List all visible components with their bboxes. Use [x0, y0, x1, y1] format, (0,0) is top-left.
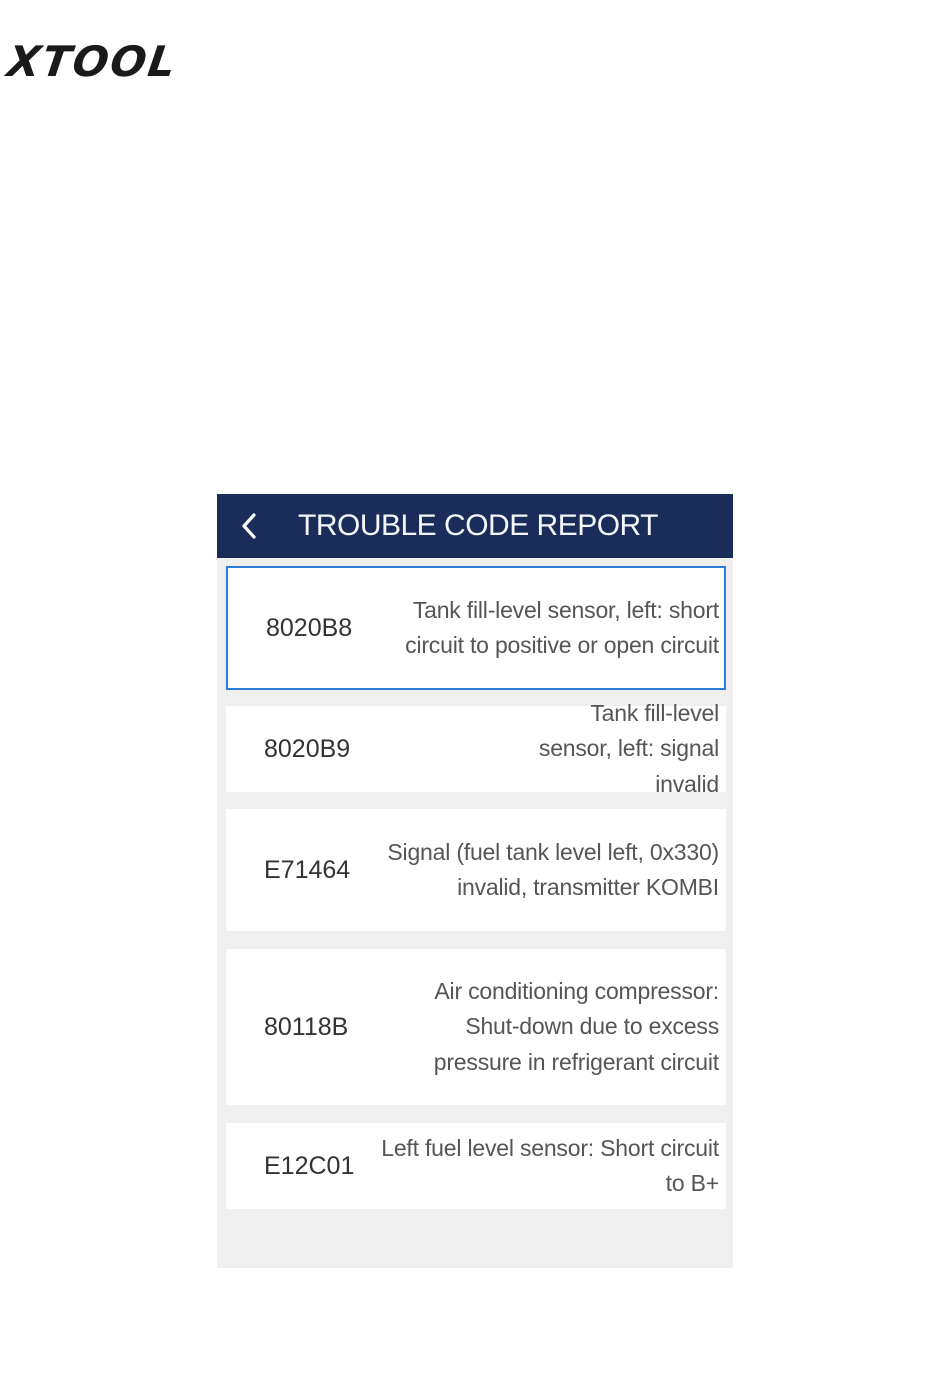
trouble-code: E71464	[264, 855, 351, 884]
page-title: TROUBLE CODE REPORT	[298, 509, 659, 542]
trouble-code-row[interactable]	[226, 566, 726, 690]
trouble-code-row[interactable]	[226, 699, 726, 797]
trouble-code-description: Left fuel level sensor: Short circuit to B+	[381, 1134, 719, 1196]
xtool-logo: XTOOL	[4, 36, 181, 86]
trouble-code-description: Air conditioning compressor: Shut-down due to excess pressure in refrigerant circuit	[433, 977, 719, 1075]
back-button[interactable]	[217, 494, 281, 558]
trouble-code-row[interactable]	[226, 1123, 726, 1209]
trouble-code-description: Signal (fuel tank level left, 0x330) invalid, transmitter KOMBI	[387, 838, 719, 900]
header-bar	[217, 494, 733, 558]
trouble-code: E12C01	[264, 1151, 355, 1180]
trouble-code-row[interactable]	[226, 809, 726, 931]
trouble-code: 8020B9	[264, 734, 351, 763]
trouble-code-row[interactable]	[226, 949, 726, 1105]
chevron-left-icon	[238, 511, 260, 541]
trouble-code: 8020B8	[266, 613, 353, 642]
trouble-code-description: Tank fill-level sensor, left: short circuit to positive or open circuit	[405, 596, 719, 658]
trouble-code-description: Tank fill-level sensor, left: signal invalid	[538, 699, 719, 797]
app-screen	[217, 494, 733, 1268]
trouble-code: 80118B	[264, 1012, 349, 1041]
